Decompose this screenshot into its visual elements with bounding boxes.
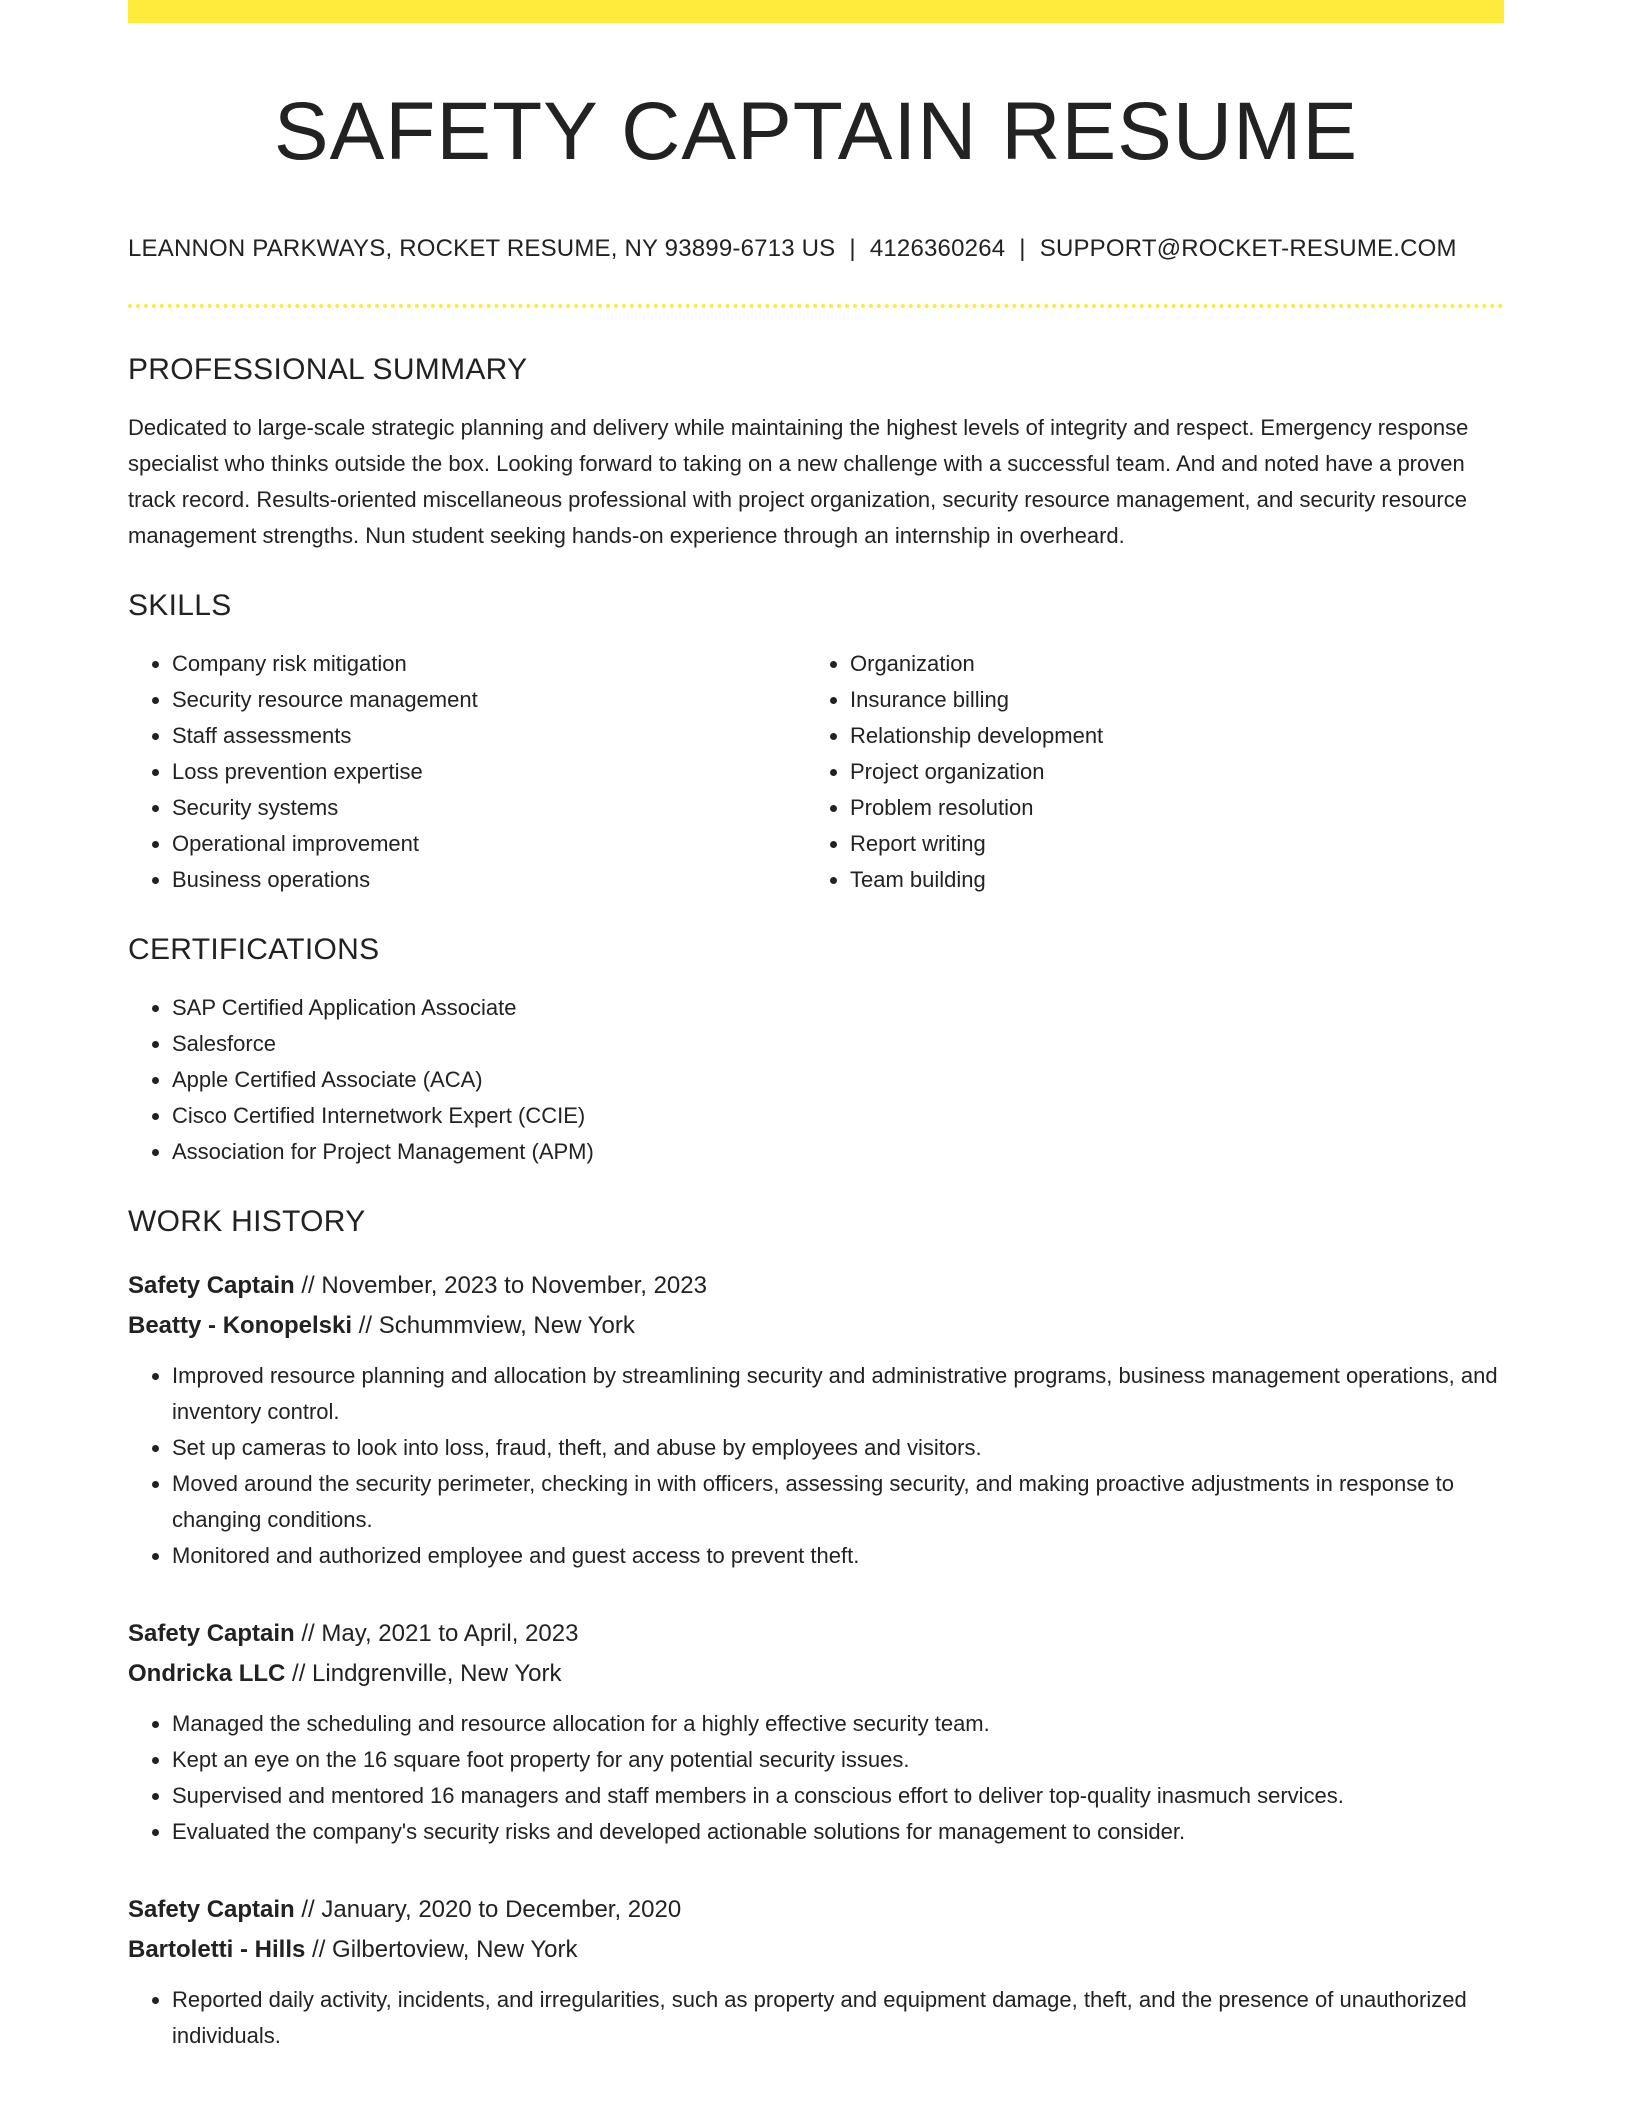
job-duty-item: • Evaluated the company's security risks and developed actionable solutions for management to consider. bbox=[172, 1814, 1504, 1850]
skill-item: • Operational improvement bbox=[172, 826, 806, 862]
job-company: Bartoletti - Hills bbox=[128, 1935, 306, 1963]
job-entry bbox=[128, 1890, 1504, 2054]
summary-heading: PROFESSIONAL SUMMARY bbox=[128, 352, 528, 386]
job-dates: // November, 2023 to November, 2023 bbox=[301, 1271, 707, 1299]
skill-item: • Business operations bbox=[172, 862, 806, 898]
job-duties-list bbox=[128, 1358, 1504, 1574]
skill-item: • Organization bbox=[850, 646, 1484, 682]
contact-line bbox=[128, 235, 1504, 264]
job-duty-item: • Reported daily activity, incidents, and irregularities, such as property and equipment damage, theft, and the presence of unauthorized individuals. bbox=[172, 1982, 1504, 2054]
summary-section bbox=[128, 352, 1504, 554]
skill-item: • Loss prevention expertise bbox=[172, 754, 806, 790]
certification-item: • SAP Certified Application Associate bbox=[172, 990, 1504, 1026]
certification-item: • Salesforce bbox=[172, 1026, 1504, 1062]
job-company-line bbox=[128, 1654, 1504, 1694]
skill-item: • Security systems bbox=[172, 790, 806, 826]
top-accent-bar bbox=[128, 0, 1504, 23]
certification-item: • Apple Certified Associate (ACA) bbox=[172, 1062, 1504, 1098]
job-role: Safety Captain bbox=[128, 1271, 295, 1299]
skill-item: • Team building bbox=[850, 862, 1484, 898]
summary-text: Dedicated to large-scale strategic planning and delivery while maintaining the highest levels of integrity and respect. Emergency response specialist who thinks outside the box. Looking forward to taking on a new challenge with a successful team. And and noted have a proven track record. Results-oriented miscellaneous professional with project organization, security resource management, and security resource management strengths. Nun student seeking hands-on experience through an internship in overheard. bbox=[128, 414, 1469, 548]
job-company-line bbox=[128, 1930, 1504, 1970]
job-role: Safety Captain bbox=[128, 1895, 295, 1923]
dotted-divider bbox=[128, 304, 1504, 308]
skill-item: • Security resource management bbox=[172, 682, 806, 718]
job-entry bbox=[128, 1614, 1504, 1850]
certifications-heading: CERTIFICATIONS bbox=[128, 932, 380, 966]
certifications-section bbox=[128, 932, 1504, 1170]
job-dates: // January, 2020 to December, 2020 bbox=[301, 1895, 682, 1923]
contact-phone: 4126360264 bbox=[869, 235, 1006, 262]
job-company-line bbox=[128, 1306, 1504, 1346]
certification-item: • Association for Project Management (APM) bbox=[172, 1134, 1504, 1170]
job-duties-list bbox=[128, 1706, 1504, 1850]
job-role: Safety Captain bbox=[128, 1619, 295, 1647]
skill-item: • Report writing bbox=[850, 826, 1484, 862]
skill-item: • Project organization bbox=[850, 754, 1484, 790]
job-duty-item: • Moved around the security perimeter, checking in with officers, assessing security, and making proactive adjustments in response to changing conditions. bbox=[172, 1466, 1504, 1538]
resume-page bbox=[128, 0, 1504, 2112]
job-title-line bbox=[128, 1266, 1504, 1306]
skill-item: • Relationship development bbox=[850, 718, 1484, 754]
resume-title: SAFETY CAPTAIN RESUME bbox=[273, 86, 1359, 177]
skill-item: • Problem resolution bbox=[850, 790, 1484, 826]
job-duty-item: • Set up cameras to look into loss, fraud, theft, and abuse by employees and visitors. bbox=[172, 1430, 1504, 1466]
job-duty-item: • Improved resource planning and allocation by streamlining security and administrative programs, business management operations, and inventory control. bbox=[172, 1358, 1504, 1430]
skills-columns bbox=[128, 646, 1504, 898]
skills-heading: SKILLS bbox=[128, 588, 232, 622]
job-location: // Schummview, New York bbox=[358, 1311, 635, 1339]
skills-section bbox=[128, 588, 1504, 898]
job-duty-item: • Supervised and mentored 16 managers and staff members in a conscious effort to deliver top-quality inasmuch services. bbox=[172, 1778, 1504, 1814]
job-location: // Gilbertoview, New York bbox=[312, 1935, 578, 1963]
job-duty-item: • Kept an eye on the 16 square foot property for any potential security issues. bbox=[172, 1742, 1504, 1778]
work-history-section bbox=[128, 1204, 1504, 2054]
job-dates: // May, 2021 to April, 2023 bbox=[301, 1619, 579, 1647]
skill-item: • Staff assessments bbox=[172, 718, 806, 754]
job-location: // Lindgrenville, New York bbox=[292, 1659, 562, 1687]
contact-email: SUPPORT@ROCKET-RESUME.COM bbox=[1039, 235, 1457, 262]
job-entry bbox=[128, 1266, 1504, 1574]
skill-item: • Insurance billing bbox=[850, 682, 1484, 718]
contact-separator: | bbox=[849, 235, 856, 262]
skill-item: • Company risk mitigation bbox=[172, 646, 806, 682]
job-duty-item: • Managed the scheduling and resource allocation for a highly effective security team. bbox=[172, 1706, 1504, 1742]
contact-address: LEANNON PARKWAYS, ROCKET RESUME, NY 93899-6713 US bbox=[128, 235, 836, 262]
work-history-heading: WORK HISTORY bbox=[128, 1204, 366, 1238]
job-list bbox=[128, 1266, 1504, 2054]
certification-item: • Cisco Certified Internetwork Expert (CCIE) bbox=[172, 1098, 1504, 1134]
skills-list-right bbox=[806, 646, 1484, 898]
contact-separator: | bbox=[1019, 235, 1026, 262]
certifications-list bbox=[128, 990, 1504, 1170]
job-title-line bbox=[128, 1614, 1504, 1654]
job-company: Ondricka LLC bbox=[128, 1659, 286, 1687]
job-company: Beatty - Konopelski bbox=[128, 1311, 353, 1339]
job-duty-item: • Monitored and authorized employee and guest access to prevent theft. bbox=[172, 1538, 1504, 1574]
skills-list-left bbox=[128, 646, 806, 898]
job-title-line bbox=[128, 1890, 1504, 1930]
job-duties-list bbox=[128, 1982, 1504, 2054]
